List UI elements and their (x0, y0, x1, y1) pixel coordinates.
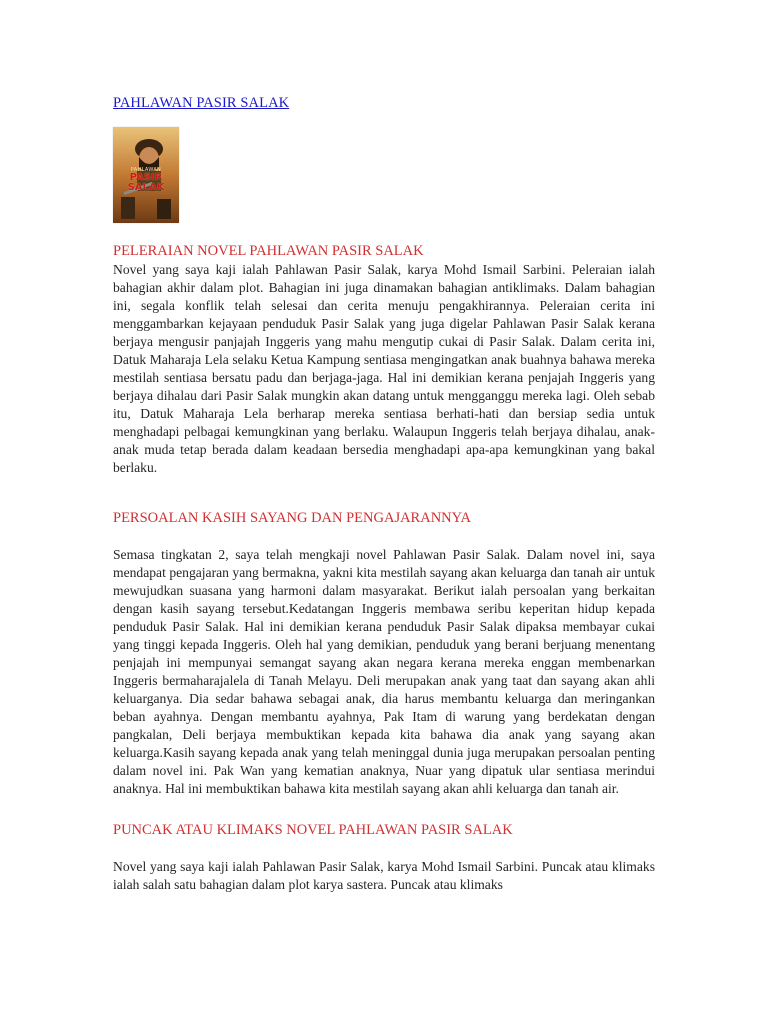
book-cover-image (113, 127, 179, 223)
cover-subtitle: PAHLAWAN (130, 167, 162, 173)
section-persoalan (113, 509, 655, 798)
section-paragraph: Novel yang saya kaji ialah Pahlawan Pasir Salak, karya Mohd Ismail Sarbini. Peleraian ialah bahagian akhir dalam plot. Bahagian ini juga dinamakan bahagian antiklimaks. Dalam bahagian ini, segala konflik telah selesai dan cerita menuju pengakhirannya. Peleraian cerita ini menggambarkan kejayaan penduduk Pasir Salak yang juga digelar Pahlawan Pasir Salak kerana berjaya mengusir panjajah Inggeris yang mahu mengutip cukai di Pasir Salak. Dalam cerita ini, Datuk Maharaja Lela selaku Ketua Kampung sentiasa mengingatkan anak buahnya bahawa mereka mestilah sentiasa bersatu padu dan berjaga-jaga. Hal ini demikian kerana penjajah Inggeris yang berjaya dihalau dari Pasir Salak mungkin akan datang untuk mengganggu mereka lagi. Oleh sebab itu, Datuk Maharaja Lela berharap mereka sentiasa berhati-hati dan bersiap sedia untuk menghadapi pelbagai kemungkinan yang berlaku. Walaupun Inggeris telah berjaya dihalau, anak-anak muda tetap berada dalam keadaan bersedia menghadapi apa-apa kemungkinan yang bakal berlaku. (113, 262, 655, 475)
section-heading: PUNCAK ATAU KLIMAKS NOVEL PAHLAWAN PASIR SALAK (113, 822, 513, 838)
section-paragraph: Novel yang saya kaji ialah Pahlawan Pasir Salak, karya Mohd Ismail Sarbini. Puncak atau klimaks ialah salah satu bahagian dalam plot karya sastera. Puncak atau klimaks (113, 859, 655, 892)
section-heading: PERSOALAN KASIH SAYANG DAN PENGAJARANNYA (113, 510, 471, 526)
section-paragraph: Semasa tingkatan 2, saya telah mengkaji novel Pahlawan Pasir Salak. Dalam novel ini, saya mendapat pengajaran yang bermakna, yakni kita mestilah sayang akan keluarga dan tanah air untuk mewujudkan suasana yang harmoni dalam masyarakat. Berikut ialah persoalan yang berkaitan dengan kasih sayang tersebut.Kedatangan Inggeris membawa seribu keperitan hidup kepada penduduk Pasir Salak. Hal ini demikian kerana penduduk Pasir Salak dipaksa membayar cukai yang tinggi kepada Inggeris. Oleh hal yang demikian, penduduk yang berani berjuang menentang penjajah ini mempunyai semangat sayang akan negara kerana mereka enggan membenarkan Inggeris bermaharajalela di Tanah Melayu. Deli merupakan anak yang taat dan sayang akan ahli keluarganya. Dia sedar bahawa sebagai anak, dia harus membantu keluarga dan meringankan beban ayahnya. Dengan membantu ayahnya, Pak Itam di warung yang berdekatan dengan pangkalan, Deli berjaya membuktikan kepada kita bahawa dia anak yang sayang akan keluarga.Kasih sayang kepada anak yang telah meninggal dunia juga merupakan persoalan penting dalam novel ini. Pak Wan yang kematian anaknya, Nuar yang dipatuk ular sentiasa merindui anaknya. Hal ini membuktikan bahawa kita mestilah sayang akan ahli keluarga dan tanah air. (113, 547, 655, 796)
section-heading: PELERAIAN NOVEL PAHLAWAN PASIR SALAK (113, 243, 424, 259)
section-peleraian (113, 242, 655, 477)
cover-title-salak: SALAK (127, 182, 165, 193)
cover-title-pasir: PASIR (129, 172, 163, 183)
document-title-link[interactable]: PAHLAWAN PASIR SALAK (113, 95, 290, 111)
section-puncak (113, 821, 655, 894)
